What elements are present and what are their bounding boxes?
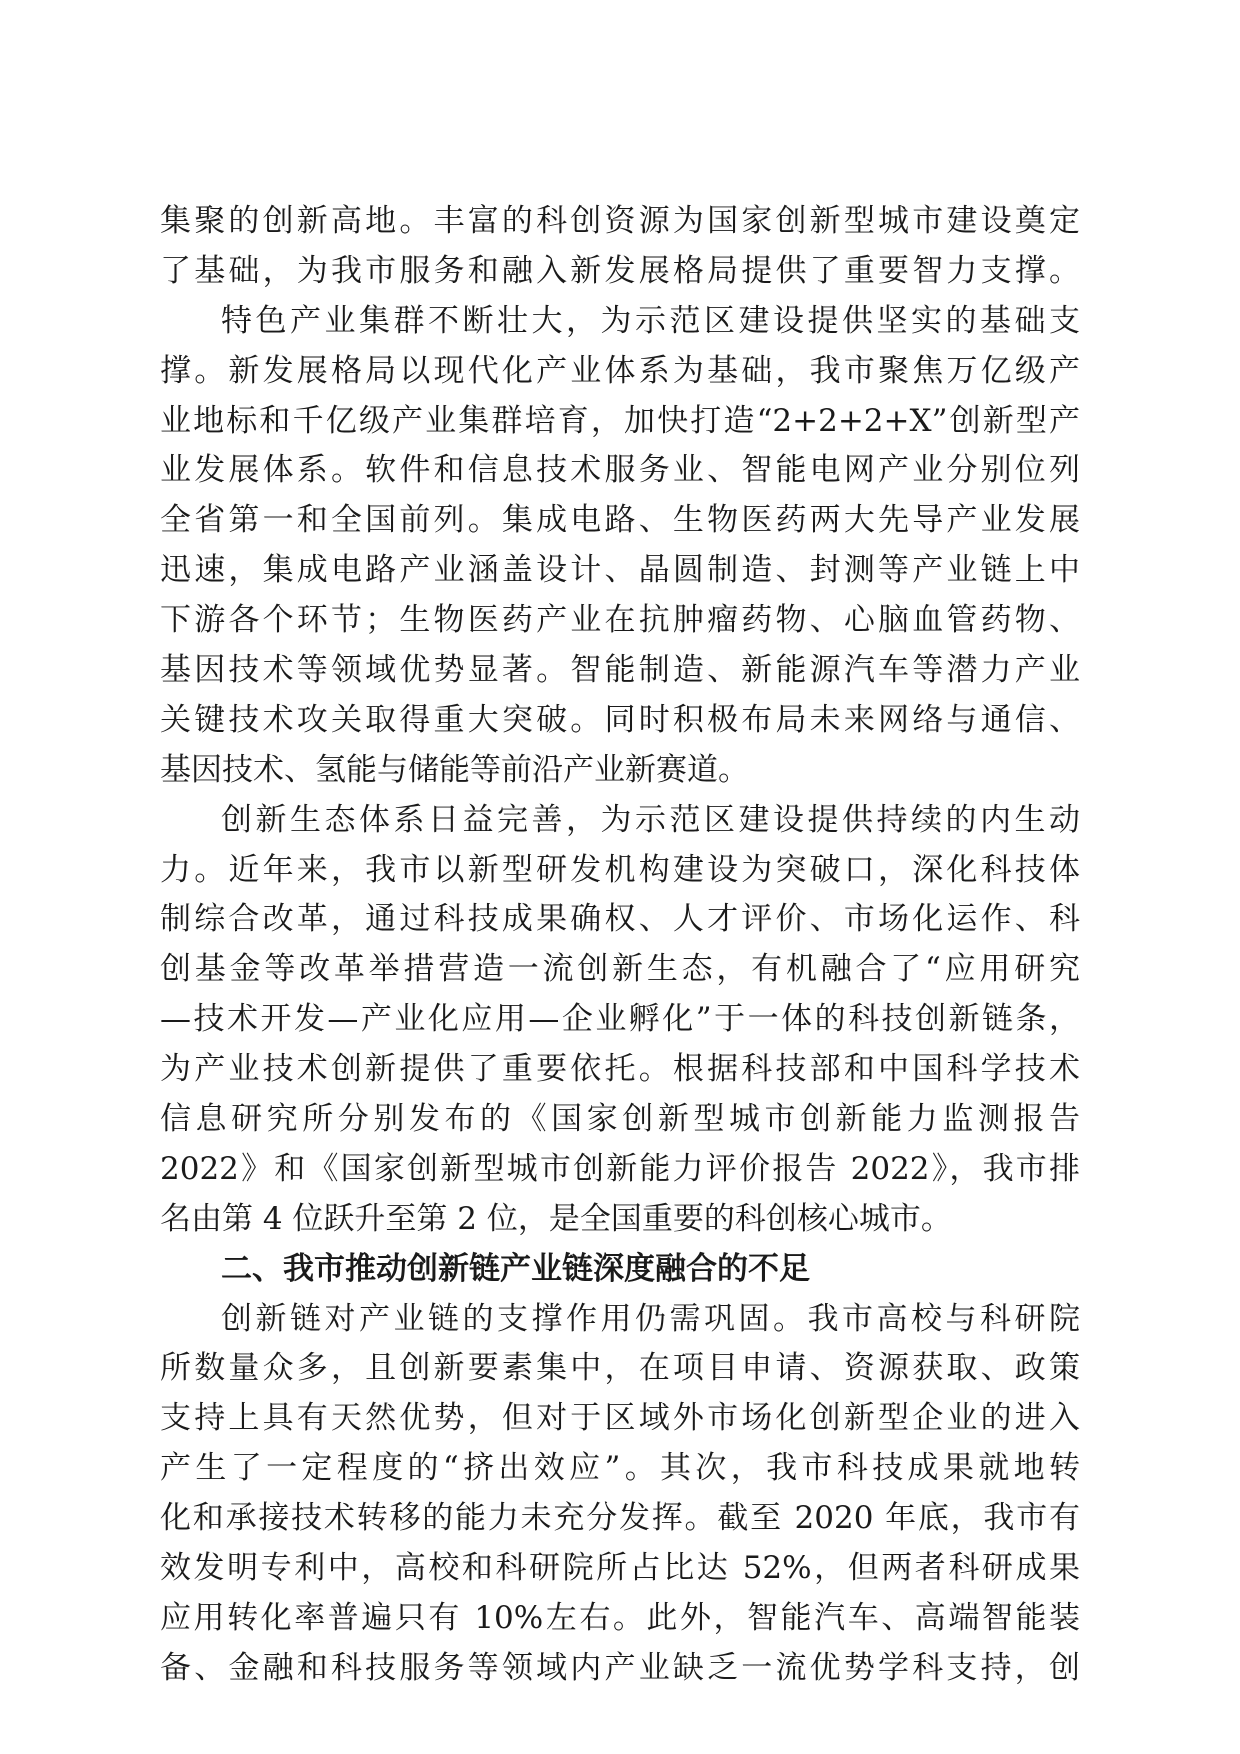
paragraph-1 [160, 297, 1080, 796]
text-line: 信息研究所分别发布的《国家创新型城市创新能力监测报告 [160, 1101, 1080, 1138]
text-line: 创新生态体系日益完善，为示范区建设提供持续的内生动 [221, 801, 1080, 838]
text-line: 业发展体系。软件和信息技术服务业、智能电网产业分别位列 [160, 452, 1080, 489]
text-line: 了基础，为我市服务和融入新发展格局提供了重要智力支撑。 [160, 252, 1080, 289]
paragraph-2 [160, 796, 1080, 1245]
paragraph-0 [160, 197, 1080, 297]
document-page [160, 197, 1080, 1694]
text-line: 创基金等改革举措营造一流创新生态，有机融合了“应用研究 [160, 951, 1080, 988]
text-line: 创新链对产业链的支撑作用仍需巩固。我市高校与科研院 [221, 1300, 1080, 1337]
text-line: 化和承接技术转移的能力未充分发挥。截至 2020 年底，我市有 [160, 1500, 1080, 1537]
text-line: 备、金融和科技服务等领域内产业缺乏一流优势学科支持，创 [160, 1649, 1080, 1686]
text-line: 应用转化率普遍只有 10%左右。此外，智能汽车、高端智能装 [160, 1599, 1080, 1636]
text-line: 关键技术攻关取得重大突破。同时积极布局未来网络与通信、 [160, 701, 1080, 738]
text-line: 基因技术、氢能与储能等前沿产业新赛道。 [160, 751, 749, 788]
text-line: 所数量众多，且创新要素集中，在项目申请、资源获取、政策 [160, 1350, 1080, 1387]
text-line: 基因技术等领域优势显著。智能制造、新能源汽车等潜力产业 [160, 652, 1080, 689]
text-line: —技术开发—产业化应用—企业孵化”于一体的科技创新链条， [160, 1001, 1080, 1038]
text-line: 业地标和千亿级产业集群培育，加快打造“2+2+2+X”创新型产 [160, 402, 1080, 439]
text-line: 支持上具有天然优势，但对于区域外市场化创新型企业的进入 [160, 1400, 1080, 1437]
text-line: 撑。新发展格局以现代化产业体系为基础，我市聚焦万亿级产 [160, 352, 1080, 389]
section-heading: 二、我市推动创新链产业链深度融合的不足 [221, 1250, 810, 1287]
text-line: 下游各个环节；生物医药产业在抗肿瘤药物、心脑血管药物、 [160, 602, 1080, 639]
text-line: 为产业技术创新提供了重要依托。根据科技部和中国科学技术 [160, 1051, 1080, 1088]
text-line: 产生了一定程度的“挤出效应”。其次，我市科技成果就地转 [160, 1450, 1080, 1487]
text-line: 力。近年来，我市以新型研发机构建设为突破口，深化科技体 [160, 851, 1080, 888]
text-line: 名由第 4 位跃升至第 2 位，是全国重要的科创核心城市。 [160, 1200, 952, 1237]
text-line: 集聚的创新高地。丰富的科创资源为国家创新型城市建设奠定 [160, 203, 1080, 239]
text-line: 特色产业集群不断壮大，为示范区建设提供坚实的基础支 [221, 302, 1080, 339]
text-line: 制综合改革，通过科技成果确权、人才评价、市场化运作、科 [160, 901, 1080, 938]
paragraph-3 [160, 1295, 1080, 1694]
text-line: 全省第一和全国前列。集成电路、生物医药两大先导产业发展 [160, 502, 1080, 539]
text-line: 2022》和《国家创新型城市创新能力评价报告 2022》，我市排 [160, 1150, 1080, 1187]
text-line: 迅速，集成电路产业涵盖设计、晶圆制造、封测等产业链上中 [160, 552, 1080, 589]
text-line: 效发明专利中，高校和科研院所占比达 52%，但两者科研成果 [160, 1550, 1080, 1587]
